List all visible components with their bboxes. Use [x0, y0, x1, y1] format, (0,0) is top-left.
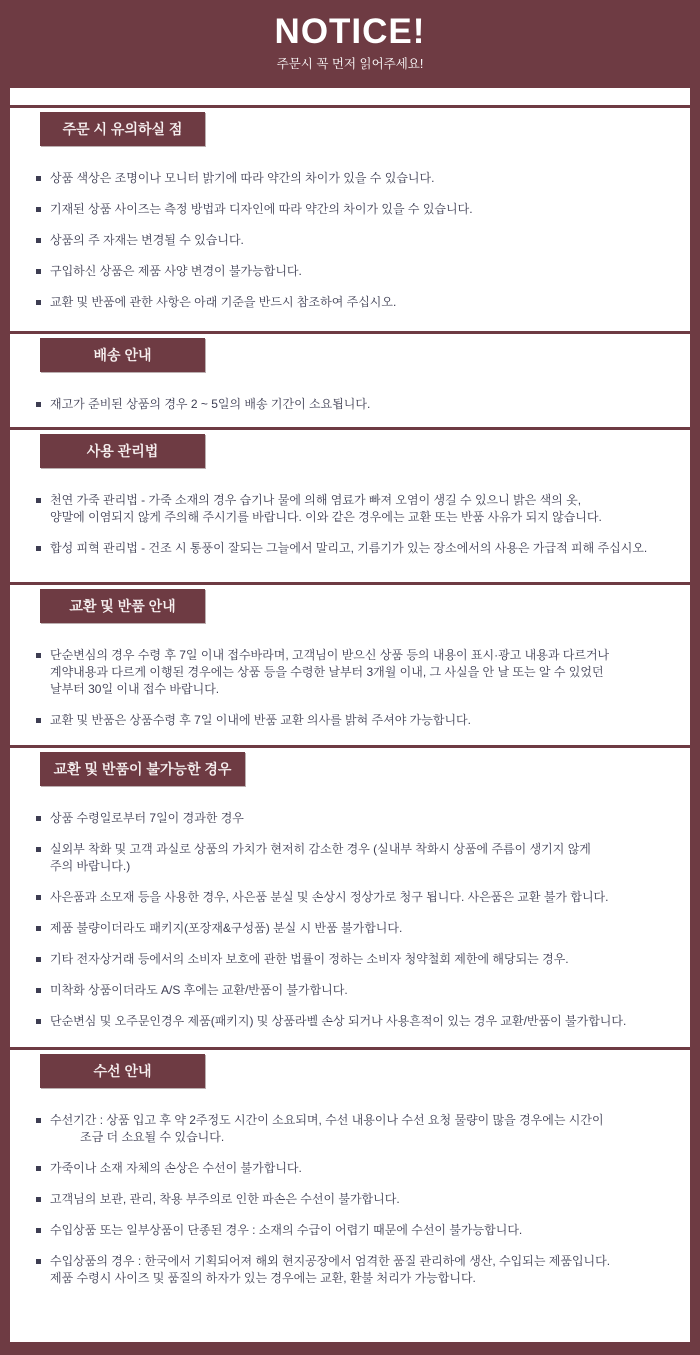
bullet-square-icon	[36, 300, 41, 305]
section-title: 수선 안내	[93, 1063, 152, 1079]
notice-item-line: 제품 수령시 사이즈 및 품질의 하자가 있는 경우에는 교환, 환불 처리가 가능합니다.	[50, 1271, 476, 1285]
bullet-square-icon	[36, 207, 41, 212]
section-title-tab	[40, 434, 205, 468]
notice-item	[36, 1112, 670, 1146]
notice-item-line: 재고가 준비된 상품의 경우 2 ~ 5일의 배송 기간이 소요됩니다.	[50, 397, 371, 411]
notice-item-list	[36, 810, 670, 1030]
notice-item-text	[50, 396, 370, 413]
top-strip	[10, 88, 690, 105]
notice-item-line: 기재된 상품 사이즈는 측정 방법과 디자인에 따라 약간의 차이가 있을 수 있습니다.	[50, 202, 473, 216]
bullet-square-icon	[36, 402, 41, 407]
notice-item-line: 단순변심의 경우 수령 후 7일 이내 접수바라며, 고객님이 받으신 상품 등의 내용이 표시·광고 내용과 다르거나	[50, 648, 610, 662]
notice-title: NOTICE!	[274, 12, 426, 51]
bullet-square-icon	[36, 238, 41, 243]
section-title: 주문 시 유의하실 점	[62, 121, 183, 137]
bullet-square-icon	[36, 269, 41, 274]
bullet-square-icon	[36, 1118, 41, 1123]
bullet-square-icon	[36, 718, 41, 723]
notice-item-line: 상품 수령일로부터 7일이 경과한 경우	[50, 811, 244, 825]
bullet-square-icon	[36, 1166, 41, 1171]
notice-item-line: 계약내용과 다르게 이행된 경우에는 상품 등을 수령한 날부터 3개월 이내, 그 사실을 안 날 또는 알 수 있었던	[50, 665, 604, 679]
notice-item-text	[50, 263, 302, 280]
notice-item	[36, 1013, 670, 1030]
notice-item-text	[50, 647, 609, 698]
bullet-square-icon	[36, 498, 41, 503]
notice-section	[10, 331, 690, 413]
bullet-square-icon	[36, 926, 41, 931]
notice-section	[10, 427, 690, 582]
notice-item-text	[50, 492, 602, 526]
bullet-square-icon	[36, 816, 41, 821]
notice-item-text	[50, 1160, 302, 1177]
notice-header	[0, 0, 700, 88]
notice-item	[36, 920, 670, 937]
notice-item	[36, 982, 670, 999]
bullet-square-icon	[36, 1228, 41, 1233]
bullet-square-icon	[36, 957, 41, 962]
notice-section	[10, 582, 690, 745]
section-title: 교환 및 반품 안내	[69, 598, 176, 614]
notice-item-list	[36, 170, 670, 311]
bullet-square-icon	[36, 1019, 41, 1024]
notice-item	[36, 396, 670, 413]
notice-item-text	[50, 1191, 400, 1208]
bullet-square-icon	[36, 895, 41, 900]
notice-item	[36, 263, 670, 280]
bullet-square-icon	[36, 653, 41, 658]
notice-item-line: 조금 더 소요될 수 있습니다.	[80, 1130, 225, 1144]
notice-item-text	[50, 540, 647, 557]
notice-item-text	[50, 889, 608, 906]
notice-item	[36, 841, 670, 875]
notice-item-list	[36, 492, 670, 557]
notice-item-line: 수입상품 또는 일부상품이 단종된 경우 : 소재의 수급이 어렵기 때문에 수선이 불가능합니다.	[50, 1223, 523, 1237]
bullet-square-icon	[36, 176, 41, 181]
notice-item	[36, 492, 670, 526]
notice-item-line: 미착화 상품이더라도 A/S 후에는 교환/반품이 불가합니다.	[50, 983, 348, 997]
notice-item-line: 구입하신 상품은 제품 사양 변경이 불가능합니다.	[50, 264, 302, 278]
notice-section	[10, 105, 690, 331]
notice-item-text	[50, 841, 591, 875]
footer-bar	[0, 1342, 700, 1355]
section-title-tab	[40, 752, 245, 786]
section-title: 배송 안내	[93, 347, 152, 363]
notice-item-line: 실외부 착화 및 고객 과실로 상품의 가치가 현저히 감소한 경우 (실내부 착화시 상품에 주름이 생기지 않게	[50, 842, 591, 856]
notice-item	[36, 889, 670, 906]
notice-item-line: 교환 및 반품에 관한 사항은 아래 기준을 반드시 참조하여 주십시오.	[50, 295, 397, 309]
section-title: 교환 및 반품이 불가능한 경우	[53, 761, 232, 777]
notice-item-line: 고객님의 보관, 관리, 착용 부주의로 인한 파손은 수선이 불가합니다.	[50, 1192, 400, 1206]
notice-item	[36, 810, 670, 827]
notice-item-line: 합성 피혁 관리법 - 건조 시 통풍이 잘되는 그늘에서 말리고, 기름기가 있는 장소에서의 사용은 가급적 피해 주십시오.	[50, 541, 648, 555]
notice-item-list	[36, 1112, 670, 1287]
notice-item-text	[50, 170, 434, 187]
notice-item-list	[36, 396, 670, 413]
notice-sections	[10, 105, 690, 1332]
notice-item	[36, 201, 670, 218]
notice-item-text	[50, 1253, 610, 1287]
bullet-square-icon	[36, 988, 41, 993]
bullet-square-icon	[36, 1197, 41, 1202]
notice-item-line: 상품 색상은 조명이나 모니터 밝기에 따라 약간의 차이가 있을 수 있습니다.	[50, 171, 435, 185]
notice-item-text	[50, 1222, 522, 1239]
notice-item-text	[50, 232, 244, 249]
bullet-square-icon	[36, 1259, 41, 1264]
notice-item	[36, 1222, 670, 1239]
bullet-square-icon	[36, 847, 41, 852]
notice-item-line: 기타 전자상거래 등에서의 소비자 보호에 관한 법률이 정하는 소비자 청약철회 제한에 해당되는 경우.	[50, 952, 569, 966]
section-title-tab	[40, 1054, 205, 1088]
notice-item-text	[50, 712, 471, 729]
notice-item-line: 수선기간 : 상품 입고 후 약 2주정도 시간이 소요되며, 수선 내용이나 수선 요청 물량이 많을 경우에는 시간이	[50, 1113, 604, 1127]
notice-item-line: 교환 및 반품은 상품수령 후 7일 이내에 반품 교환 의사를 밝혀 주셔야 가능합니다.	[50, 713, 471, 727]
notice-item-text	[50, 294, 396, 311]
notice-item	[36, 1191, 670, 1208]
notice-item-line: 날부터 30일 이내 접수 바랍니다.	[50, 682, 220, 696]
bullet-square-icon	[36, 546, 41, 551]
section-title: 사용 관리법	[86, 443, 159, 459]
notice-item	[36, 170, 670, 187]
notice-item	[36, 951, 670, 968]
notice-item-text	[50, 1013, 626, 1030]
notice-item-line: 가죽이나 소재 자체의 손상은 수선이 불가합니다.	[50, 1161, 302, 1175]
notice-item	[36, 294, 670, 311]
notice-frame	[0, 88, 700, 1342]
notice-item	[36, 647, 670, 698]
notice-item	[36, 540, 670, 557]
notice-subtitle: 주문시 꼭 먼저 읽어주세요!	[276, 57, 424, 71]
section-title-tab	[40, 338, 205, 372]
notice-item-line: 수입상품의 경우 : 한국에서 기획되어져 해외 현지공장에서 엄격한 품질 관리하에 생산, 수입되는 제품입니다.	[50, 1254, 611, 1268]
notice-section	[10, 745, 690, 1047]
notice-item-text	[50, 201, 473, 218]
notice-item-text	[50, 920, 402, 937]
section-title-tab	[40, 112, 205, 146]
notice-item-text	[50, 1112, 604, 1146]
notice-item-line: 제품 불량이더라도 패키지(포장재&구성품) 분실 시 반품 불가합니다.	[50, 921, 403, 935]
notice-item-text	[50, 951, 569, 968]
notice-item	[36, 1253, 670, 1287]
notice-item	[36, 232, 670, 249]
notice-item-line: 천연 가죽 관리법 - 가죽 소재의 경우 습기나 물에 의해 염료가 빠져 오염이 생길 수 있으니 밝은 색의 옷,	[50, 493, 582, 507]
notice-item-line: 주의 바랍니다.)	[50, 859, 131, 873]
notice-section	[10, 1047, 690, 1332]
notice-item-text	[50, 982, 348, 999]
notice-item-line: 사은품과 소모재 등을 사용한 경우, 사은품 분실 및 손상시 정상가로 청구 됩니다. 사은품은 교환 불가 합니다.	[50, 890, 609, 904]
notice-item-line: 상품의 주 자재는 변경될 수 있습니다.	[50, 233, 244, 247]
notice-item	[36, 1160, 670, 1177]
notice-item-list	[36, 647, 670, 729]
notice-item-text	[50, 810, 244, 827]
notice-item-line: 양말에 이염되지 않게 주의해 주시기를 바랍니다. 이와 같은 경우에는 교환 또는 반품 사유가 되지 않습니다.	[50, 510, 602, 524]
notice-item	[36, 712, 670, 729]
notice-item-line: 단순변심 및 오주문인경우 제품(패키지) 및 상품라벨 손상 되거나 사용흔적이 있는 경우 교환/반품이 불가합니다.	[50, 1014, 627, 1028]
section-title-tab	[40, 589, 205, 623]
